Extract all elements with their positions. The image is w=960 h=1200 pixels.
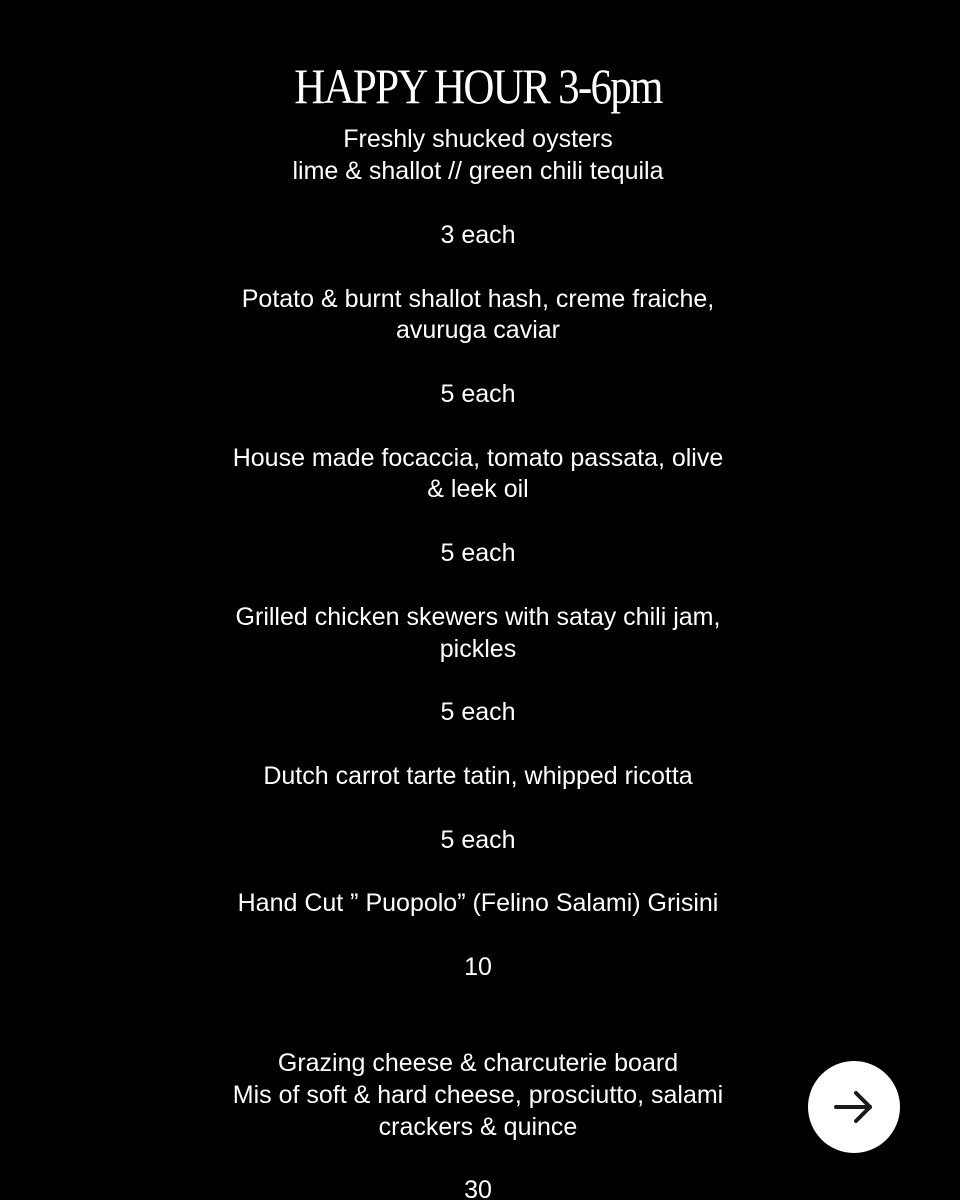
item-1-name: Freshly shucked oysters bbox=[343, 125, 613, 153]
item-3-name-cont: & leek oil bbox=[427, 475, 529, 503]
item-1-price: 3 each bbox=[440, 221, 516, 249]
item-2-price: 5 each bbox=[440, 380, 516, 408]
menu-title: HAPPY HOUR 3-6pm bbox=[294, 58, 662, 114]
item-7-description: Mis of soft & hard cheese, prosciutto, salami bbox=[232, 1081, 724, 1109]
item-2-name-cont: avuruga caviar bbox=[396, 316, 560, 344]
item-6-price: 10 bbox=[464, 953, 492, 981]
item-7-price: 30 bbox=[464, 1176, 492, 1200]
item-3-name: House made focaccia, tomato passata, olive bbox=[232, 444, 724, 472]
item-3-price: 5 each bbox=[440, 539, 516, 567]
item-1-description: lime & shallot // green chili tequila bbox=[292, 157, 664, 185]
item-6-name: Hand Cut ” Puopolo” (Felino Salami) Grisini bbox=[237, 889, 719, 917]
item-5-price: 5 each bbox=[440, 826, 516, 854]
arrow-right-icon bbox=[830, 1083, 878, 1131]
item-7-description-cont: crackers & quince bbox=[378, 1113, 578, 1141]
item-5-name: Dutch carrot tarte tatin, whipped ricotta bbox=[263, 762, 693, 790]
item-4-name-cont: pickles bbox=[439, 635, 517, 663]
item-7-name: Grazing cheese & charcuterie board bbox=[277, 1049, 679, 1077]
item-2-name: Potato & burnt shallot hash, creme fraiche, bbox=[241, 285, 715, 313]
item-4-name: Grilled chicken skewers with satay chili jam, bbox=[235, 603, 721, 631]
item-4-price: 5 each bbox=[440, 698, 516, 726]
next-button[interactable] bbox=[808, 1061, 900, 1153]
